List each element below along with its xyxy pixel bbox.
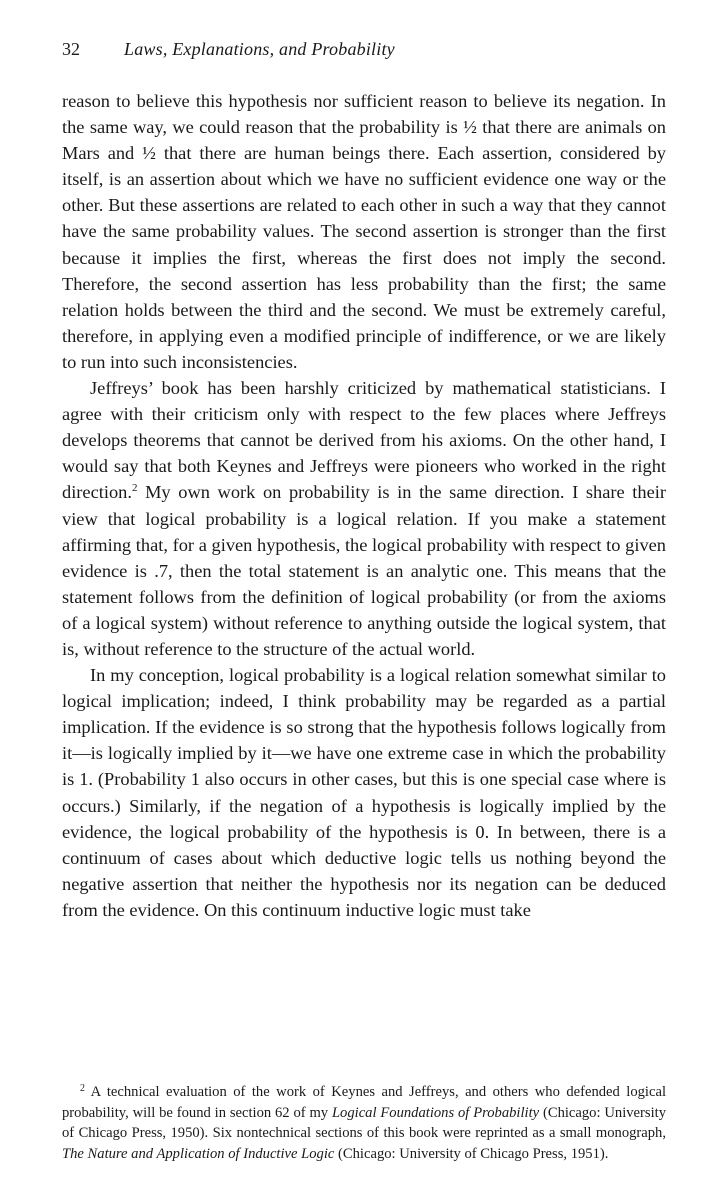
footnote-book-title-2: The Nature and Application of Inductive Logic [62, 1145, 335, 1162]
paragraph-2-part-2: My own work on probability is in the same direction. I share their view that logical probability is a logical relation. If you make a statement affirming that, for a given hypothesis, the logical probability with respect to given evidence is .7, then the total statement is an analytic one. This means that the statement follows from the definition of logical probability (or from the axioms of a logical system) without reference to anything outside the logical system, that is, without reference to the structure of the actual world. [62, 482, 666, 659]
footnote-reference[interactable]: 2 [131, 482, 138, 495]
page-number: 32 [62, 39, 80, 59]
body-text [62, 88, 666, 923]
paragraph-3: In my conception, logical probability is a logical relation somewhat similar to logical implication; indeed, I think probability may be regarded as a partial implication. If the evidence is so strong that the hypothesis follows logically from it—is logically implied by it—we have one extreme case in which the probability is 1. (Probability 1 also occurs in other cases, but this is one special case where is occurs.) Similarly, if the negation of a hypothesis is logically implied by the evidence, the logical probability of the hypothesis is 0. In between, there is a continuum of cases about which deductive logic tells us nothing beyond the negative assertion that neither the hypothesis nor its negation can be deduced from the evidence. On this continuum inductive logic must take [62, 665, 666, 920]
footnote-text-1: A technical evaluation of the work of Keynes and Jeffreys, and others who defended logical probability, will be found in section 62 of my [62, 1084, 666, 1121]
footnote-book-title-1: Logical Foundations of Probability [331, 1104, 540, 1121]
running-head [62, 38, 666, 60]
footnote-marker: 2 [80, 1083, 85, 1094]
paragraph-1: reason to believe this hypothesis nor sufficient reason to believe its negation. In the same way, we could reason that the probability is ½ that there are animals on Mars and ½ that there are human beings there. Each assertion, considered by itself, is an assertion about which we have no sufficient evidence one way or the other. But these assertions are related to each other in such a way that they cannot have the same probability values. The second assertion is stronger than the first because it implies the first, whereas the first does not imply the second. Therefore, the second assertion has less probability than the first; the same relation holds between the third and the second. We must be extremely careful, therefore, in applying even a modified principle of indifference, or we are likely to run into such inconsistencies. [62, 91, 666, 372]
running-title: Laws, Explanations, and Probability [124, 39, 395, 59]
footnote-text-2: (Chicago: University of Chicago Press, 1950). Six nontechnical sections of this book were reprinted as a small monograph, [62, 1104, 666, 1141]
footnote [62, 1082, 666, 1164]
paragraph-2-part-1: Jeffreys’ book has been harshly criticized by mathematical statisticians. I agree with their criticism only with respect to the few places where Jeffreys develops theorems that cannot be derived from his axioms. On the other hand, I would say that both Keynes and Jeffreys were pioneers who worked in the right direction. [62, 378, 666, 503]
footnote-text-3: (Chicago: University of Chicago Press, 1951). [334, 1145, 609, 1162]
paragraph-2 [62, 375, 666, 662]
